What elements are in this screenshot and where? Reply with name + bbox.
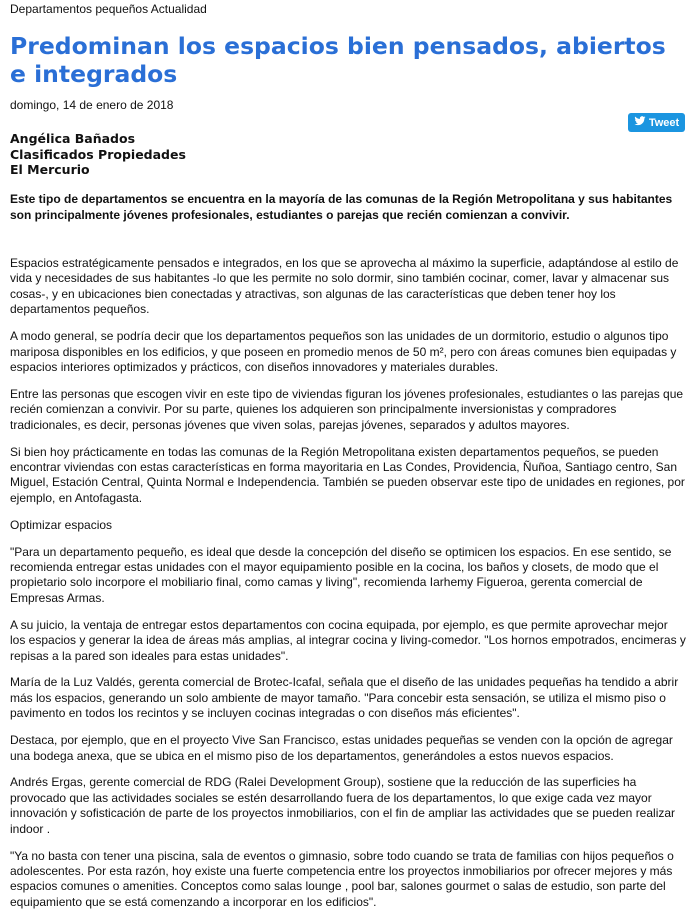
article-lead: Este tipo de departamentos se encuentra en la mayoría de las comunas de la Región Metropolitana y sus habitantes son principalmente jóvenes profesionales, estudiantes o parejas que recién comienzan a convivir. — [10, 192, 673, 222]
publish-date: domingo, 14 de enero de 2018 — [10, 98, 174, 112]
body-paragraph: "Ya no basta con tener una piscina, sala de eventos o gimnasio, sobre todo cuando se trata de familias con hijos pequeños o adolescentes. Por esta razón, hoy existe una fuerte competencia entre los proyectos inmobiliarios por ofrecer mejores y más espacios comunes o amenities. Conceptos como salas lounge , pool bar, salones gourmet o salas de estudio, son parte del equipamiento que se está comenzando a incorporar en los edificios". — [10, 848, 674, 909]
body-paragraph: Espacios estratégicamente pensados e integrados, en los que se aprovecha al máximo la superficie, adaptándose al estilo de vida y necesidades de sus habitantes -lo que les permite no solo dormir, sino también cocinar, comer, lavar y almacenar sus cosas-, y en ubicaciones bien conectadas y atractivas, son algunas de las características que deben tener hoy los departamentos pequeños. — [10, 256, 679, 317]
subheading: Optimizar espacios — [10, 517, 113, 532]
article-body — [10, 256, 686, 922]
section-label: Departamentos pequeños Actualidad — [10, 2, 207, 16]
body-paragraph: Entre las personas que escogen vivir en este tipo de viviendas figuran los jóvenes profesionales, estudiantes o las parejas que recién comienzan a convivir. Por su parte, quienes los adquieren son principalmente inversionistas y compradores tradicionales, es decir, personas jóvenes que viven solas, parejas jóvenes, separados y adultos mayores. — [10, 386, 684, 432]
body-paragraph: Andrés Ergas, gerente comercial de RDG (Ralei Development Group), sostiene que la reducción de las superficies ha provocado que las actividades sociales se estén desarrollando fuera de los departamentos, lo que exige cada vez mayor innovación y sofisticación de parte de los proyectos inmobiliarios, con el fin de ampliar las actividades que se pueden realizar indoor . — [10, 775, 676, 836]
tweet-button[interactable] — [628, 113, 685, 132]
body-paragraph: Destaca, por ejemplo, que en el proyecto Vive San Francisco, estas unidades pequeñas se venden con la opción de agregar una bodega anexa, que se ubica en el mismo piso de los departamentos, generándoles a estos nuevos espacios. — [10, 733, 673, 763]
byline-section: Clasificados Propiedades — [10, 146, 186, 162]
body-paragraph: A su juicio, la ventaja de entregar estos departamentos con cocina equipada, por ejemplo, es que permite aprovechar mejor los espacios y generar la idea de áreas más amplias, al integrar cocina y living-comedor. "Los hornos empotrados, encimeras y repisas a la pared son ideales para estas unidades". — [10, 617, 686, 663]
byline-publication: El Mercurio — [10, 162, 90, 177]
tweet-button-label: Tweet — [648, 116, 680, 129]
byline — [10, 131, 186, 178]
body-paragraph: "Para un departamento pequeño, es ideal que desde la concepción del diseño se optimicen los espacios. En ese sentido, se recomienda entregar estas unidades con el mayor equipamiento posible en la cocina, los baños y closets, de modo que el propietario solo incorpore el mobiliario final, como camas y living", recomienda Iarhemy Figueroa, gerenta comercial de Empresas Armas. — [10, 544, 672, 605]
twitter-bird-icon — [634, 115, 646, 130]
article-headline: Predominan los espacios bien pensados, abiertos e integrados — [10, 32, 666, 88]
body-paragraph: A modo general, se podría decir que los departamentos pequeños son las unidades de un dormitorio, estudio o algunos tipo mariposa disponibles en los edificios, y que poseen en promedio menos de 50 m², pero con áreas comunes bien equipadas y espacios interiores optimizados y prácticos, con diseños innovadores y materiales durables. — [10, 329, 677, 374]
body-paragraph: Si bien hoy prácticamente en todas las comunas de la Región Metropolitana existen departamentos pequeños, se pueden encontrar viviendas con estas características en forma mayoritaria en Las Condes, Providencia, Ñuñoa, Santiago centro, San Miguel, Estación Central, Quinta Normal e Independencia. También se pueden observar este tipo de unidades en regiones, por ejemplo, en Antofagasta. — [10, 444, 685, 505]
body-paragraph: María de la Luz Valdés, gerenta comercial de Brotec-Icafal, señala que el diseño de las unidades pequeñas ha tendido a abrir más los espacios, generando un solo ambiente de mayor tamaño. "Para concebir esta sensación, se utiliza el mismo piso o pavimento en todos los recintos y se incluyen cocinas integradas o con diseños más eficientes". — [10, 675, 679, 721]
author-name: Angélica Bañados — [10, 131, 136, 146]
